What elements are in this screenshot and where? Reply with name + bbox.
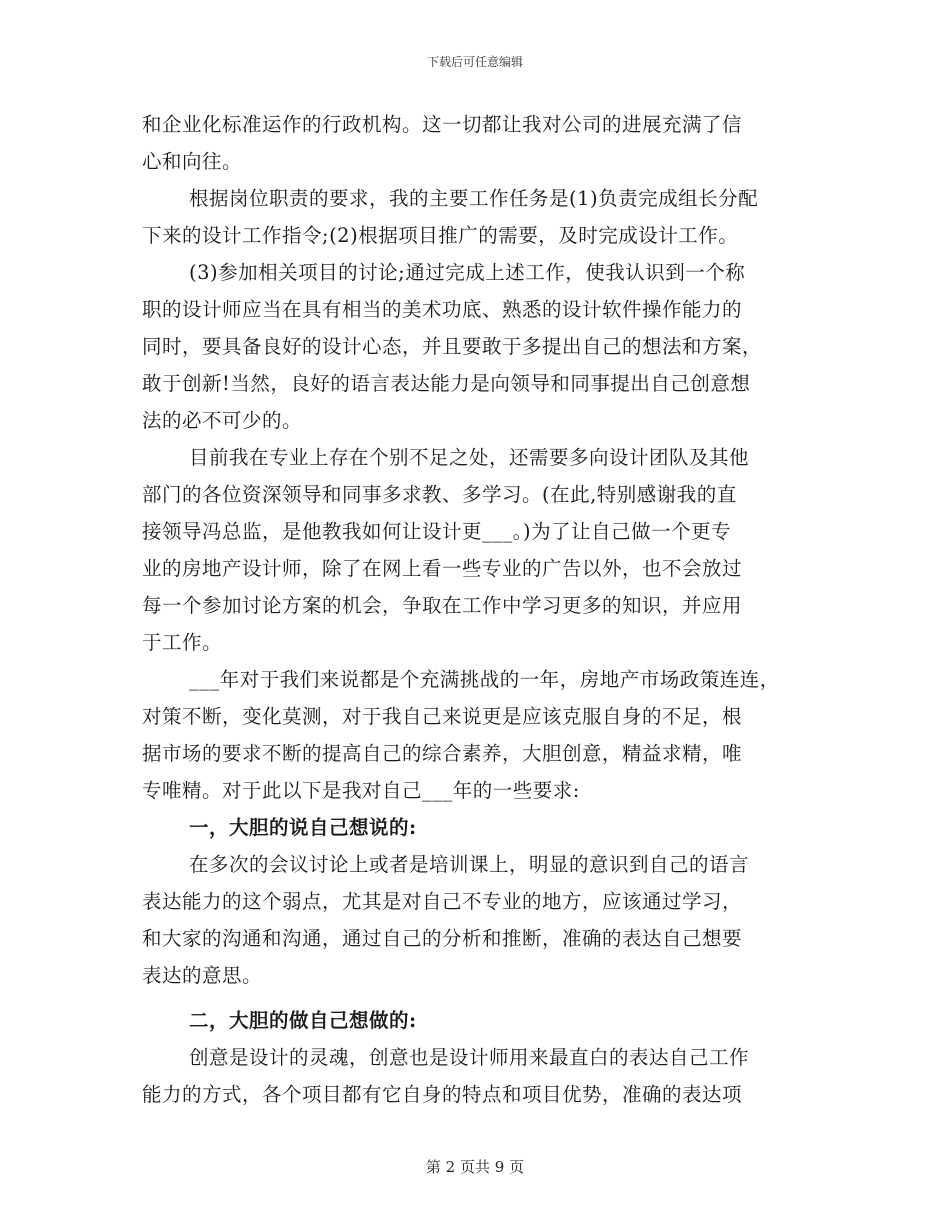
text-line: 接领导冯总监，是他教我如何让设计更___。)为了让自己做一个更专 xyxy=(142,520,732,543)
page-footer: 第 2 页共 9 页 xyxy=(425,1158,525,1176)
text-line: 目前我在专业上存在个别不足之处，还需要多向设计团队及其他 xyxy=(189,446,750,469)
text-line: ___年对于我们来说都是个充满挑战的一年，房地产市场政策连连， xyxy=(189,668,780,691)
text-line: (3)参加相关项目的讨论;通过完成上述工作，使我认识到一个称 xyxy=(189,261,746,284)
text-line: 专唯精。对于此以下是我对自己___年的一些要求: xyxy=(142,779,580,802)
text-line: 对策不断，变化莫测，对于我自己来说更是应该克服自身的不足，根 xyxy=(142,705,743,728)
text-line: 心和向往。 xyxy=(142,150,243,173)
text-line: 根据岗位职责的要求，我的主要工作任务是(1)负责完成组长分配 xyxy=(189,187,759,210)
text-line: 于工作。 xyxy=(142,631,223,654)
document-body xyxy=(142,106,822,1113)
text-line: 和企业化标准运作的行政机构。这一切都让我对公司的进展充满了信 xyxy=(142,113,743,136)
text-line: 据市场的要求不断的提高自己的综合素养，大胆创意，精益求精，唯 xyxy=(142,742,743,765)
text-line: 业的房地产设计师，除了在网上看一些专业的广告以外，也不会放过 xyxy=(142,557,743,580)
text-line: 法的必不可少的。 xyxy=(142,409,303,432)
text-line: 表达的意思。 xyxy=(142,964,263,987)
text-line: 能力的方式，各个项目都有它自身的特点和项目优势，准确的表达项 xyxy=(142,1083,743,1106)
text-line: 表达能力的这个弱点，尤其是对自己不专业的地方，应该通过学习， xyxy=(142,890,743,913)
section-heading: 一，大胆的说自己想说的: xyxy=(189,816,417,839)
text-line: 每一个参加讨论方案的机会，争取在工作中学习更多的知识，并应用 xyxy=(142,594,743,617)
text-line: 部门的各位资深领导和同事多求教、多学习。(在此,特别感谢我的直 xyxy=(142,483,737,506)
text-line: 同时，要具备良好的设计心态，并且要敢于多提出自己的想法和方案， xyxy=(142,335,763,358)
section-heading: 二，大胆的做自己想做的: xyxy=(189,1009,417,1032)
text-line: 下来的设计工作指令;(2)根据项目推广的需要，及时完成设计工作。 xyxy=(142,224,739,247)
text-line: 创意是设计的灵魂，创意也是设计师用来最直白的表达自己工作 xyxy=(189,1046,750,1069)
text-line: 和大家的沟通和沟通，通过自己的分析和推断，准确的表达自己想要 xyxy=(142,927,743,950)
page-header: 下载后可任意编辑 xyxy=(426,55,523,69)
text-line: 在多次的会议讨论上或者是培训课上，明显的意识到自己的语言 xyxy=(189,853,750,876)
text-line: 敢于创新!当然，良好的语言表达能力是向领导和同事提出自己创意想 xyxy=(142,372,751,395)
text-line: 职的设计师应当在具有相当的美术功底、熟悉的设计软件操作能力的 xyxy=(142,298,743,321)
